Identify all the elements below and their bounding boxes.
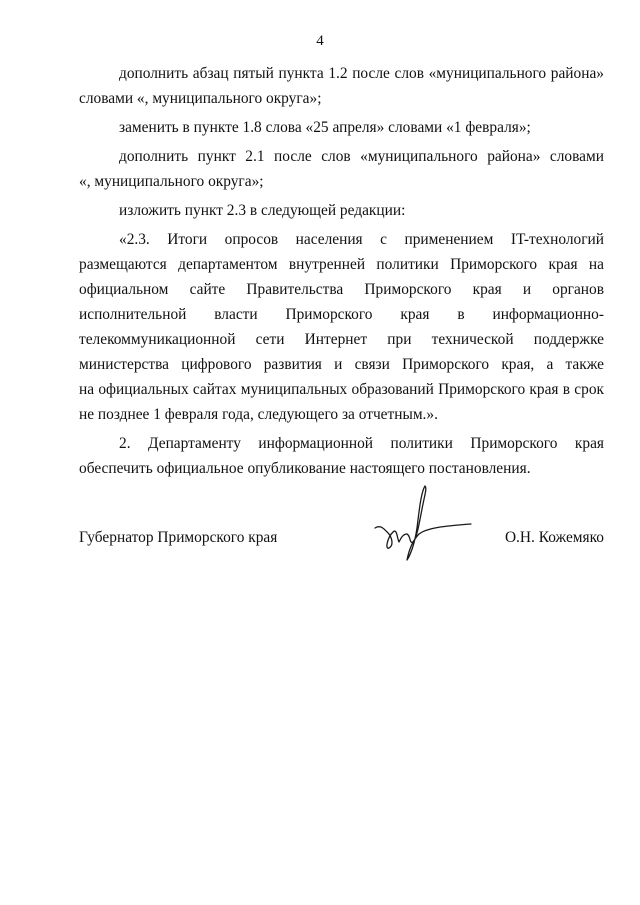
page-number: 4 [316, 33, 324, 49]
paragraph-3 [79, 144, 604, 194]
paragraph-line: дополнить пункт 2.1 после слов «муниципального района» словами [119, 148, 604, 165]
paragraph-line: исполнительной власти Приморского края в информационно- [79, 306, 604, 323]
paragraph-line: обеспечить официальное опубликование настоящего постановления. [79, 460, 531, 477]
paragraph-1 [79, 61, 604, 111]
paragraph-line: не позднее 1 февраля года, следующего за отчетным.». [79, 406, 438, 423]
paragraph-line: официальном сайте Правительства Приморского края и органов [79, 281, 604, 298]
paragraph-4 [79, 198, 604, 223]
paragraph-6 [79, 431, 604, 481]
paragraph-line: изложить пункт 2.3 в следующей редакции: [119, 202, 406, 219]
paragraph-line: «, муниципального округа»; [79, 173, 264, 190]
paragraph-2 [79, 115, 604, 140]
paragraph-line: дополнить абзац пятый пункта 1.2 после слов «муниципального района» [119, 65, 604, 82]
paragraph-5 [79, 227, 604, 427]
paragraph-line: «2.3. Итоги опросов населения с применением IT-технологий [119, 231, 604, 248]
paragraph-line: 2. Департаменту информационной политики Приморского края [119, 435, 604, 452]
paragraph-line: заменить в пункте 1.8 слова «25 апреля» словами «1 февраля»; [119, 119, 531, 136]
paragraph-line: министерства цифрового развития и связи Приморского края, а также [79, 356, 604, 373]
paragraph-line: телекоммуникационной сети Интернет при технической поддержке [79, 331, 604, 348]
signature-block [79, 524, 604, 584]
signatory-title: Губернатор Приморского края [79, 529, 278, 546]
document-body [79, 61, 604, 485]
paragraph-line: размещаются департаментом внутренней политики Приморского края на [79, 256, 604, 273]
handwritten-signature [367, 484, 477, 564]
signatory-name: О.Н. Кожемяко [504, 529, 604, 546]
paragraph-line: на официальных сайтах муниципальных образований Приморского края в срок [79, 381, 604, 398]
paragraph-line: словами «, муниципального округа»; [79, 90, 322, 107]
